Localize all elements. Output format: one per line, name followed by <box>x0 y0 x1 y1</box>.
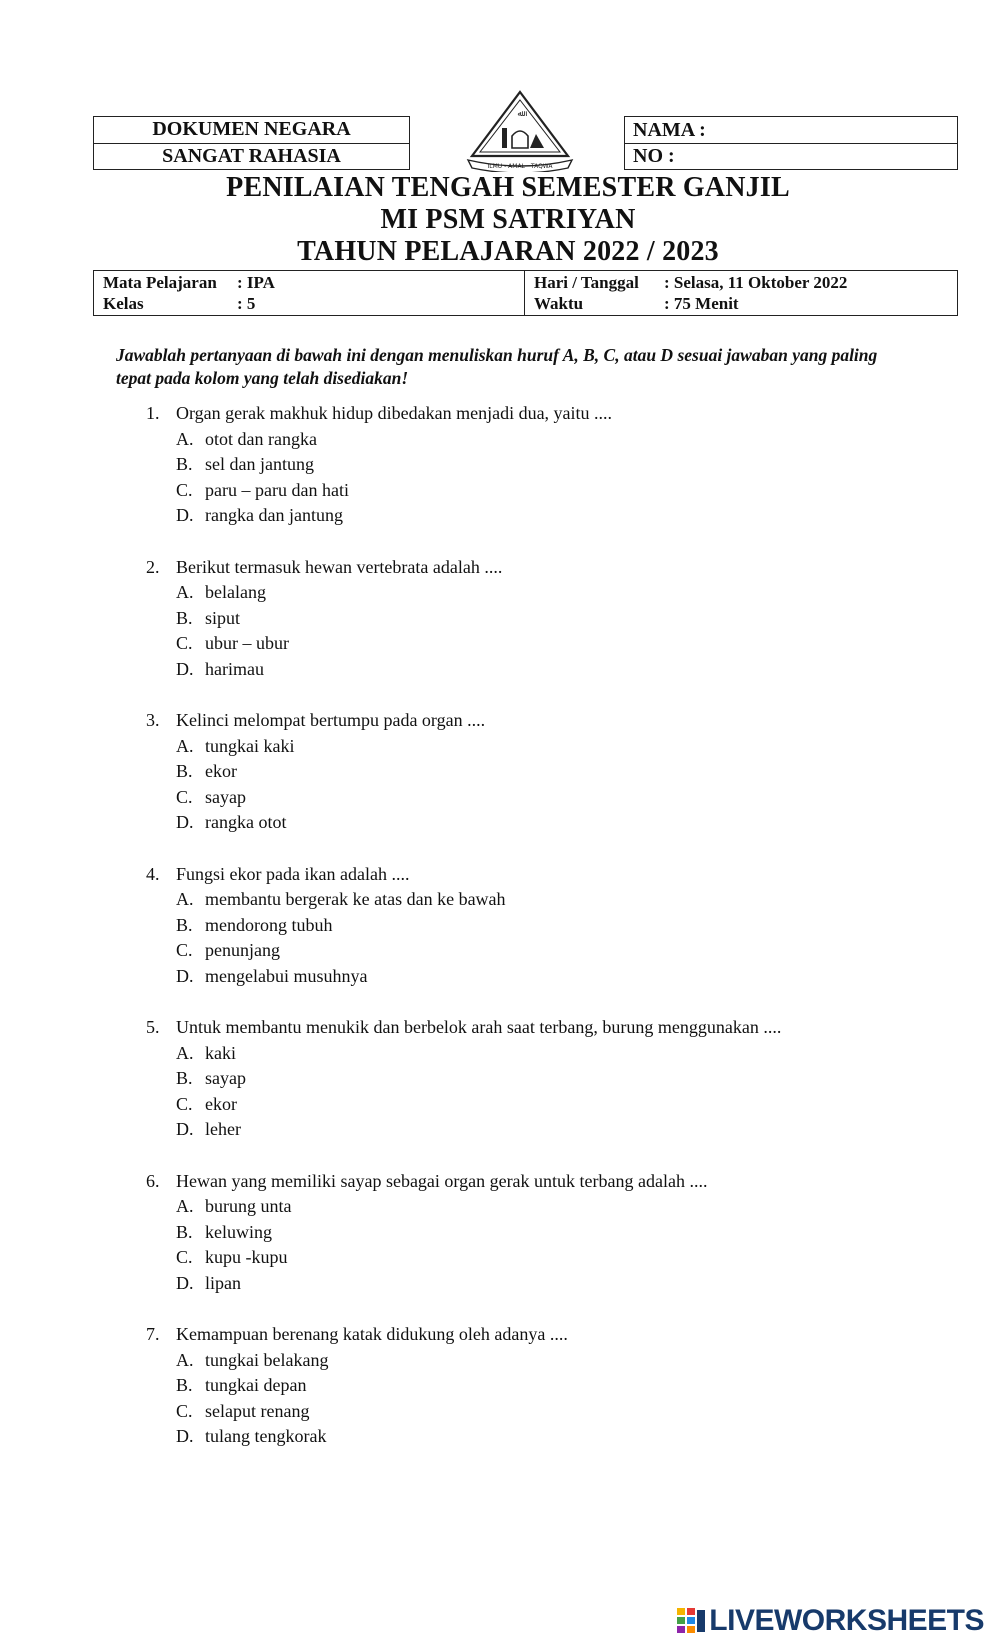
option-text: siput <box>205 607 241 628</box>
question-text: Kemampuan berenang katak didukung oleh adanya .... <box>176 1324 568 1344</box>
question-1-option <box>176 426 317 452</box>
option-letter: C. <box>176 786 193 807</box>
question-4 <box>146 861 409 887</box>
info-divider <box>524 271 525 315</box>
question-number: 4. <box>146 863 160 884</box>
option-text: ubur – ubur <box>205 633 289 653</box>
question-text: Fungsi ekor pada ikan adalah .... <box>176 863 410 884</box>
option-text: ekor <box>205 1093 237 1114</box>
logo-motto: ILMU - AMAL - TAQWA <box>487 163 553 170</box>
document-classification: DOKUMEN NEGARA <box>152 118 351 140</box>
question-number: 6. <box>146 1170 160 1191</box>
question-6 <box>146 1168 708 1194</box>
instruction-text: Jawablah pertanyaan di bawah ini dengan menuliskan huruf A, B, C, atau D sesuai jawaban yang paling tepat pada kolom yang telah disediakan! <box>116 345 878 388</box>
question-1 <box>146 400 612 426</box>
option-letter: C. <box>176 1400 193 1421</box>
question-5-option <box>176 1116 241 1142</box>
option-text: keluwing <box>205 1221 272 1242</box>
option-letter: A. <box>176 1042 194 1063</box>
question-3-option <box>176 758 237 784</box>
question-2 <box>146 554 502 580</box>
question-2-option <box>176 605 240 631</box>
time-label: Waktu <box>534 294 584 313</box>
date-label: Hari / Tanggal <box>534 273 639 292</box>
option-letter: B. <box>176 607 193 628</box>
document-secrecy: SANGAT RAHASIA <box>162 145 341 167</box>
question-3-option <box>176 809 286 835</box>
school-logo <box>464 90 576 172</box>
question-number: 2. <box>146 556 160 577</box>
date-value: : Selasa, 11 Oktober 2022 <box>664 273 848 292</box>
option-letter: A. <box>176 889 194 909</box>
option-text: kupu -kupu <box>205 1247 288 1267</box>
class-label: Kelas <box>103 294 144 313</box>
option-text: burung unta <box>205 1196 292 1216</box>
question-7-option <box>176 1347 328 1373</box>
option-letter: A. <box>176 1349 194 1370</box>
subject-value: : IPA <box>237 273 275 292</box>
question-3-option <box>176 733 294 759</box>
option-text: belalang <box>205 582 266 602</box>
option-letter: C. <box>176 940 193 960</box>
option-letter: D. <box>176 1119 194 1139</box>
option-text: tungkai kaki <box>205 735 295 756</box>
liveworksheets-brand <box>677 1604 984 1638</box>
option-text: sayap <box>205 1068 246 1088</box>
question-4-option <box>176 937 280 963</box>
option-text: tungkai depan <box>205 1375 307 1395</box>
student-name-label: NAMA : <box>633 119 706 141</box>
question-1-option <box>176 451 314 477</box>
question-5 <box>146 1014 781 1040</box>
liveworksheets-wordmark: LIVEWORKSHEETS <box>709 1604 984 1637</box>
option-text: penunjang <box>205 940 280 960</box>
option-text: ekor <box>205 761 237 781</box>
option-text: rangka otot <box>205 812 287 832</box>
question-6-option <box>176 1219 272 1245</box>
option-letter: D. <box>176 812 194 832</box>
option-text: rangka dan jantung <box>205 505 343 525</box>
question-text: Hewan yang memiliki sayap sebagai organ gerak untuk terbang adalah .... <box>176 1170 708 1191</box>
option-letter: B. <box>176 454 193 474</box>
liveworksheets-logo-icon <box>677 1608 707 1634</box>
question-5-option <box>176 1040 236 1066</box>
question-7-option <box>176 1398 309 1424</box>
exam-title: PENILAIAN TENGAH SEMESTER GANJIL <box>226 172 790 203</box>
question-2-option <box>176 656 264 682</box>
question-7-option <box>176 1423 326 1449</box>
question-1-option <box>176 502 343 528</box>
option-letter: D. <box>176 658 194 679</box>
option-letter: B. <box>176 914 193 935</box>
option-text: tungkai belakang <box>205 1349 329 1370</box>
option-text: harimau <box>205 658 264 679</box>
option-letter: A. <box>176 582 194 602</box>
header-right-row-1 <box>625 117 957 143</box>
class-value: : 5 <box>237 294 256 313</box>
subject-label: Mata Pelajaran <box>103 273 217 292</box>
option-letter: D. <box>176 505 194 525</box>
option-text: mendorong tubuh <box>205 914 333 935</box>
option-letter: C. <box>176 1247 193 1267</box>
question-number: 7. <box>146 1324 160 1344</box>
option-letter: D. <box>176 1272 194 1293</box>
header-right-box <box>624 116 958 170</box>
option-text: lipan <box>205 1272 241 1293</box>
svg-text:ﷲ: ﷲ <box>517 109 523 118</box>
option-letter: D. <box>176 965 194 986</box>
option-letter: B. <box>176 1375 193 1395</box>
exam-info-table <box>93 270 958 316</box>
option-letter: C. <box>176 1093 193 1114</box>
header-left-row-2 <box>94 143 409 170</box>
question-number: 5. <box>146 1017 160 1037</box>
question-5-option <box>176 1065 246 1091</box>
header-right-row-2 <box>625 143 957 170</box>
question-text: Kelinci melompat bertumpu pada organ .... <box>176 710 486 730</box>
question-text: Organ gerak makhuk hidup dibedakan menjadi dua, yaitu .... <box>176 403 613 423</box>
option-letter: C. <box>176 479 193 500</box>
question-7-option <box>176 1372 306 1398</box>
option-text: kaki <box>205 1042 236 1063</box>
option-text: leher <box>205 1119 241 1139</box>
question-4-option <box>176 912 333 938</box>
header-left-box <box>93 116 410 170</box>
option-text: selaput renang <box>205 1400 310 1421</box>
option-text: sel dan jantung <box>205 454 314 474</box>
student-number-label: NO : <box>633 145 675 167</box>
question-4-option <box>176 963 367 989</box>
question-number: 3. <box>146 710 160 730</box>
option-letter: B. <box>176 761 193 781</box>
option-letter: B. <box>176 1068 193 1088</box>
question-2-option <box>176 630 289 656</box>
time-value: : 75 Menit <box>664 294 739 313</box>
option-letter: B. <box>176 1221 193 1242</box>
school-year: TAHUN PELAJARAN 2022 / 2023 <box>297 236 719 267</box>
question-3-option <box>176 784 246 810</box>
question-5-option <box>176 1091 237 1117</box>
question-4-option <box>176 886 506 912</box>
option-letter: A. <box>176 428 194 449</box>
option-text: paru – paru dan hati <box>205 479 349 500</box>
question-text: Untuk membantu menukik dan berbelok arah saat terbang, burung menggunakan .... <box>176 1017 782 1037</box>
option-text: membantu bergerak ke atas dan ke bawah <box>205 889 506 909</box>
question-7 <box>146 1321 568 1347</box>
option-text: otot dan rangka <box>205 428 317 449</box>
question-6-option <box>176 1244 288 1270</box>
option-letter: C. <box>176 633 193 653</box>
question-2-option <box>176 579 266 605</box>
school-name: MI PSM SATRIYAN <box>380 204 636 235</box>
option-text: tulang tengkorak <box>205 1426 327 1446</box>
question-6-option <box>176 1193 291 1219</box>
option-letter: D. <box>176 1426 194 1446</box>
option-letter: A. <box>176 1196 194 1216</box>
question-text: Berikut termasuk hewan vertebrata adalah .... <box>176 556 503 577</box>
question-1-option <box>176 477 349 503</box>
option-text: sayap <box>205 786 246 807</box>
option-text: mengelabui musuhnya <box>205 965 368 986</box>
header-left-row-1 <box>94 117 409 143</box>
question-6-option <box>176 1270 241 1296</box>
question-3 <box>146 707 485 733</box>
question-number: 1. <box>146 403 160 423</box>
option-letter: A. <box>176 735 194 756</box>
